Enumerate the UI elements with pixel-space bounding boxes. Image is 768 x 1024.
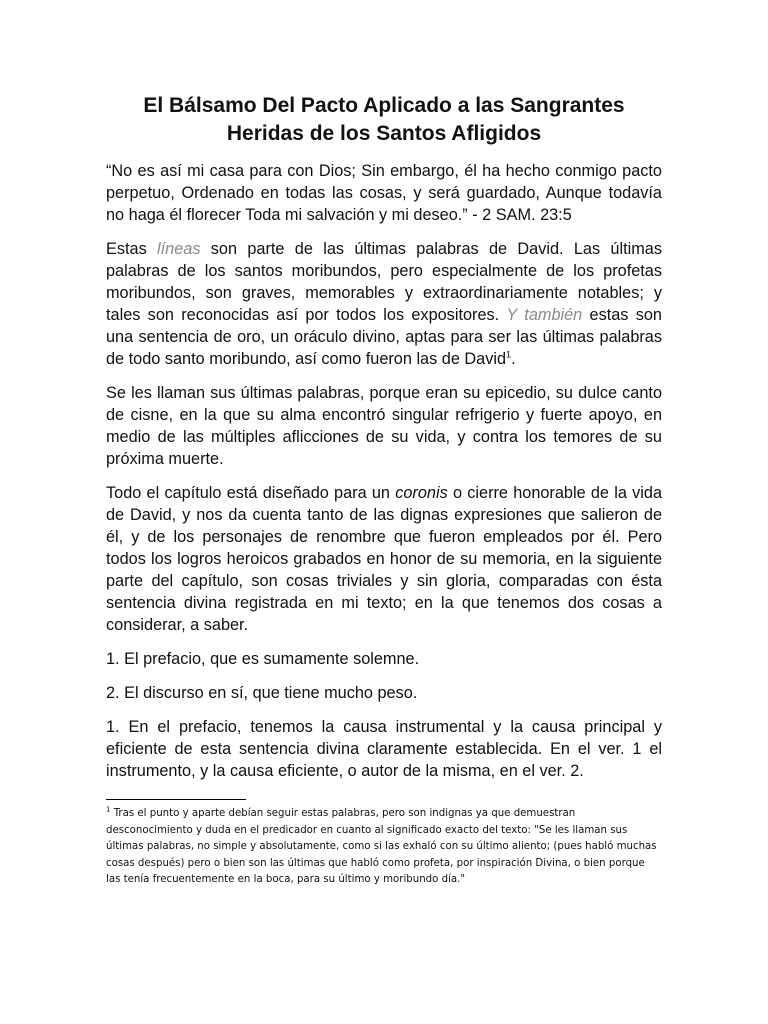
- paragraph-3: Se les llaman sus últimas palabras, porque eran su epicedio, su dulce canto de cisne, en la que su alma encontró singular refrigerio y fuerte apoyo, en medio de las múltiples aflicciones de su vida, y contra los temores de su próxima muerte.: [106, 384, 662, 468]
- paragraph-4-text-2: o cierre honorable de la vida de David, y nos da cuenta tanto de las dignas expresiones que salieron de él, y de los personajes de renombre que fueron empleados por él. Pero todos los logros heroicos grabados en honor de su memoria, en la siguiente parte del capítulo, son cosas triviales y sin gloria, comparadas con ésta sentencia divina registrada en mi texto; en la que tenemos dos cosas a considerar, a saber.: [106, 484, 662, 634]
- footnote-reference[interactable]: 1: [506, 349, 512, 360]
- paragraph-4-text-1: Todo el capítulo está diseñado para un: [106, 484, 396, 502]
- paragraph-2-text-3: estas son una sentencia de oro, un oráculo divino, aptas para ser las últimas palabras de todo santo moribundo, así como fueron las de David: [106, 306, 662, 368]
- emphasis-coronis: coronis: [395, 484, 448, 502]
- paragraph-7: 1. En el prefacio, tenemos la causa instrumental y la causa principal y eficiente de esta sentencia divina claramente establecida. En el ver. 1 el instrumento, y la causa eficiente, o autor de la misma, en el ver. 2.: [106, 718, 662, 780]
- footnote: [106, 806, 662, 889]
- paragraph-2-text-4: .: [511, 350, 516, 368]
- paragraph-4: [106, 482, 662, 636]
- paragraph-2-text-1: Estas: [106, 240, 158, 258]
- document-page: [106, 92, 662, 889]
- emphasis-y-tambien: Y también: [506, 306, 583, 324]
- list-item-discurso: 2. El discurso en sí, que tiene mucho peso.: [106, 684, 418, 702]
- scripture-quote: “No es así mi casa para con Dios; Sin embargo, él ha hecho conmigo pacto perpetuo, Ordenado en todas las cosas, y será guardado, Aunque todavía no haga él florecer Toda mi salvación y mi deseo.” - 2 SAM. 23:5: [106, 162, 662, 224]
- footnote-text: Tras el punto y aparte debían seguir estas palabras, pero son indignas ya que demuestran desconocimiento y duda en el predicador en cuanto al significado exacto del texto: "Se les llaman sus últimas palabras, no simple y absolutamente, como si las exhaló con su último aliento; (pues habló muchas cosas después) pero o bien son las últimas que habló como profeta, por inspiración Divina, o bien porque las tenía frecuentemente en la boca, para su último y moribundo día.": [106, 808, 657, 885]
- paragraph-2: [106, 238, 662, 370]
- paragraph-2-text-2: son parte de las últimas palabras de David. Las últimas palabras de los santos moribundos, pero especialmente de los profetas moribundos, son graves, memorables y extraordinariamente notables; y tales son reconocidas así por todos los expositores.: [106, 240, 662, 324]
- list-item-prefacio: 1. El prefacio, que es sumamente solemne.: [106, 650, 420, 668]
- footnote-separator: [106, 799, 246, 800]
- footnote-marker: 1: [106, 805, 111, 814]
- document-title: [106, 92, 662, 148]
- title-line-1: El Bálsamo Del Pacto Aplicado a las Sangrantes: [143, 94, 625, 117]
- title-line-2: Heridas de los Santos Afligidos: [226, 122, 542, 145]
- emphasis-lineas: líneas: [157, 240, 201, 258]
